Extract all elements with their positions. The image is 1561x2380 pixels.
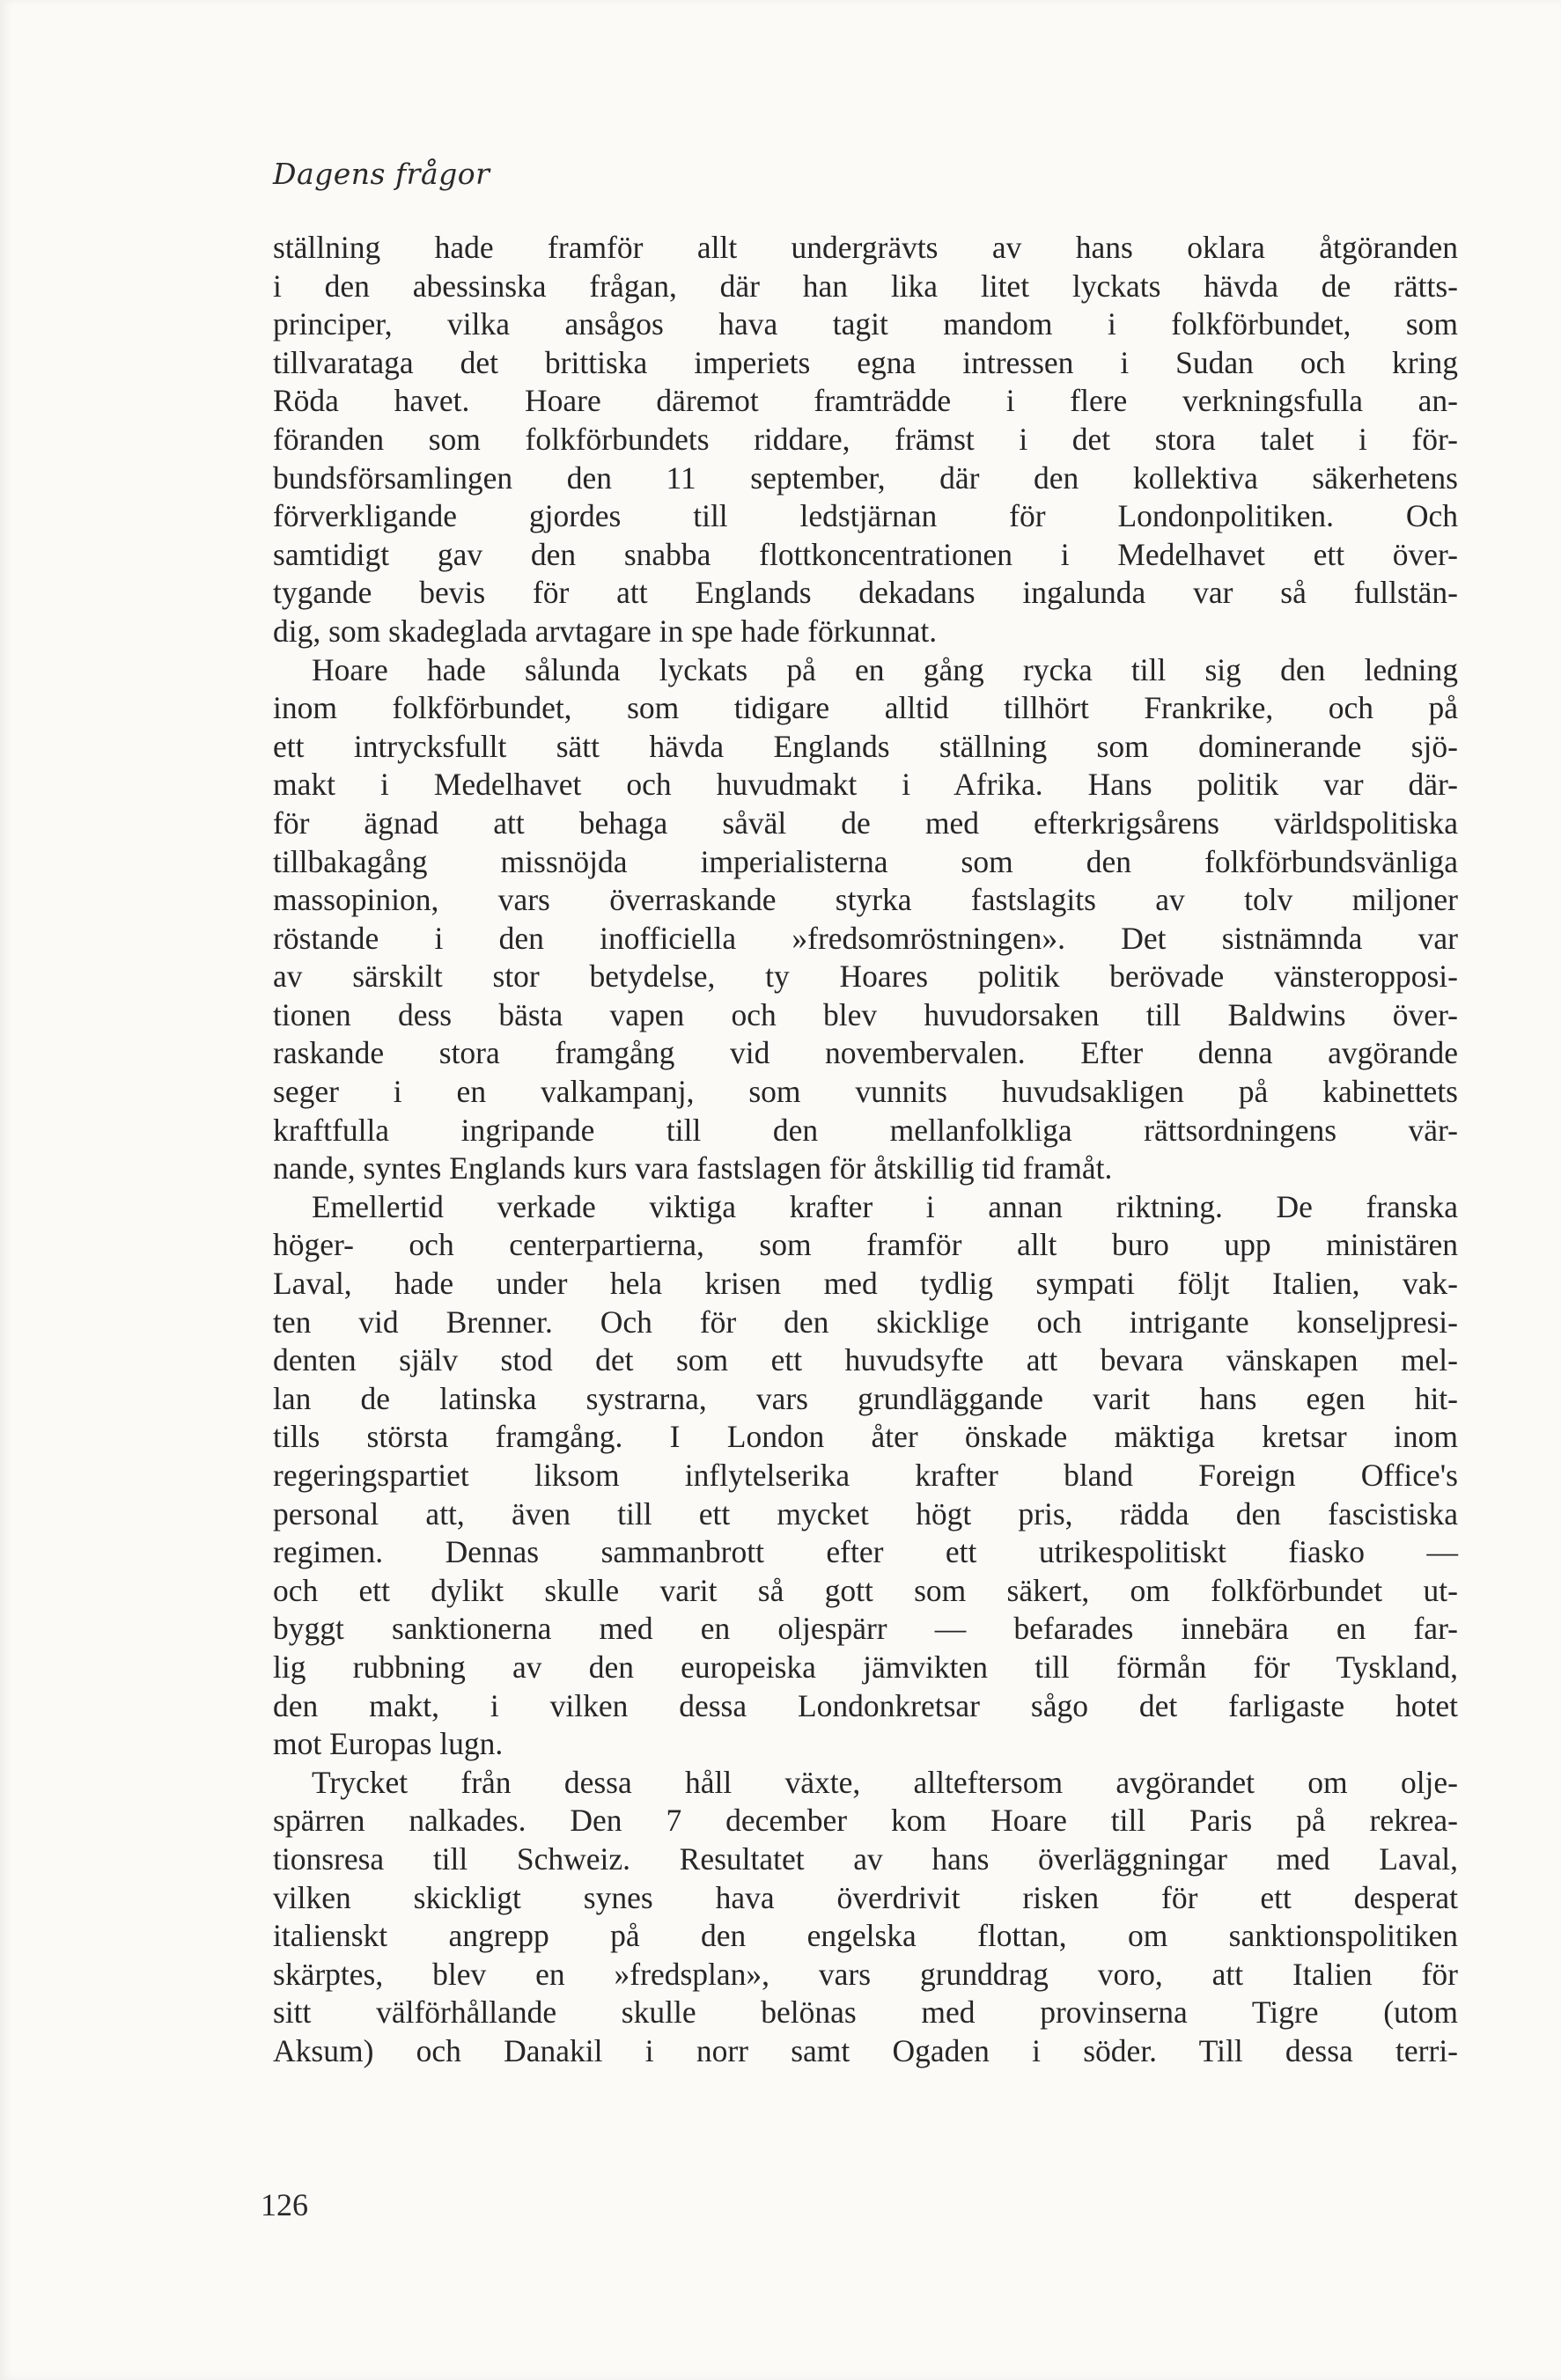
text-line: ställning hade framför allt undergrävts av hans oklara åtgöranden — [273, 230, 1458, 265]
text-line: lig rubbning av den europeiska jämvikten till förmån för Tyskland, — [273, 1649, 1458, 1685]
text-line: makt i Medelhavet och huvudmakt i Afrika. Hans politik var där- — [273, 767, 1458, 803]
text-line: och ett dylikt skulle varit så gott som säkert, om folkförbundet ut- — [273, 1572, 1458, 1608]
text-line: för ägnad att behaga såväl de med efterkrigsårens världspolitiska — [273, 804, 1458, 841]
text-line: tillbakagång missnöjda imperialisterna som den folkförbundsvänliga — [273, 843, 1458, 879]
text-line: förverkligande gjordes till ledstjärnan för Londonpolitiken. Och — [273, 498, 1458, 534]
text-line: nande, syntes Englands kurs vara fastslagen för åtskillig tid framåt. — [273, 1150, 1113, 1186]
text-line: lan de latinska systrarna, vars grundläggande varit hans egen hit- — [273, 1380, 1458, 1416]
text-line: Aksum) och Danakil i norr samt Ogaden i söder. Till dessa terri- — [273, 2032, 1458, 2068]
text-line: raskande stora framgång vid novembervalen. Efter denna avgörande — [273, 1035, 1458, 1071]
text-line: massopinion, vars överraskande styrka fastslagits av tolv miljoner — [273, 882, 1458, 918]
text-line: denten själv stod det som ett huvudsyfte att bevara vänskapen mel- — [273, 1342, 1458, 1378]
text-line: mot Europas lugn. — [273, 1726, 504, 1762]
text-line: i den abessinska frågan, där han lika litet lyckats hävda de rätts- — [273, 268, 1458, 304]
text-line: Trycket från dessa håll växte, allteftersom avgörandet om olje- — [312, 1764, 1458, 1800]
text-line: bundsförsamlingen den 11 september, där den kollektiva säkerhetens — [273, 459, 1458, 496]
text-line: seger i en valkampanj, som vunnits huvudsakligen på kabinettets — [273, 1074, 1458, 1110]
text-line: tillvarataga det brittiska imperiets egna intressen i Sudan och kring — [273, 344, 1458, 380]
text-line: kraftfulla ingripande till den mellanfolkliga rättsordningens vär- — [273, 1112, 1458, 1148]
text-line: personal att, även till ett mycket högt pris, rädda den fascistiska — [273, 1495, 1458, 1532]
text-line: byggt sanktionerna med en oljespärr — befarades innebära en far- — [273, 1611, 1458, 1647]
text-line: dig, som skadeglada arvtagare in spe hade förkunnat. — [273, 613, 938, 649]
text-line: sitt välförhållande skulle belönas med provinserna Tigre (utom — [273, 1994, 1458, 2031]
text-line: Röda havet. Hoare däremot framträdde i flere verkningsfulla an- — [273, 383, 1458, 419]
text-line: regimen. Dennas sammanbrott efter ett utrikespolitiskt fiasko — — [273, 1534, 1458, 1570]
text-line: ett intrycksfullt sätt hävda Englands ställning som dominerande sjö- — [273, 728, 1458, 764]
text-line: den makt, i vilken dessa Londonkretsar sågo det farligaste hotet — [273, 1687, 1458, 1723]
text-line: ten vid Brenner. Och för den skicklige och intrigante konseljpresi- — [273, 1304, 1458, 1340]
page-number: 126 — [261, 2187, 308, 2222]
text-line: tygande bevis för att Englands dekadans ingalunda var så fullstän- — [273, 575, 1458, 611]
text-line: inom folkförbundet, som tidigare alltid tillhört Frankrike, och på — [273, 690, 1458, 726]
text-line: principer, vilka ansågos hava tagit mandom i folkförbundet, som — [273, 306, 1458, 342]
text-line: Hoare hade sålunda lyckats på en gång rycka till sig den ledning — [312, 651, 1458, 687]
text-line: samtidigt gav den snabba flottkoncentrationen i Medelhavet ett över- — [273, 536, 1458, 572]
text-line: Laval, hade under hela krisen med tydlig sympati följt Italien, vak- — [273, 1266, 1458, 1302]
text-line: tills största framgång. I London åter önskade mäktiga kretsar inom — [273, 1419, 1458, 1455]
body-text — [273, 229, 1458, 2071]
text-line: spärren nalkades. Den 7 december kom Hoare till Paris på rekrea- — [273, 1803, 1458, 1839]
text-line: röstande i den inofficiella »fredsomröstningen». Det sistnämnda var — [273, 920, 1458, 956]
text-line: Emellertid verkade viktiga krafter i annan riktning. De franska — [312, 1188, 1458, 1224]
text-line: tionen dess bästa vapen och blev huvudorsaken till Baldwins över- — [273, 996, 1458, 1032]
text-line: skärptes, blev en »fredsplan», vars grunddrag voro, att Italien för — [273, 1956, 1458, 1992]
text-line: tionsresa till Schweiz. Resultatet av hans överläggningar med Laval, — [273, 1840, 1458, 1877]
text-line: föranden som folkförbundets riddare, främst i det stora talet i för- — [273, 421, 1458, 457]
text-line: av särskilt stor betydelse, ty Hoares politik berövade vänsteropposi- — [273, 959, 1458, 995]
text-line: italienskt angrepp på den engelska flottan, om sanktionspolitiken — [273, 1918, 1458, 1954]
running-head: Dagens frågor — [273, 157, 490, 191]
text-line: vilken skickligt synes hava överdrivit risken för ett desperat — [273, 1879, 1458, 1915]
text-line: höger- och centerpartierna, som framför allt buro upp ministären — [273, 1227, 1458, 1263]
text-line: regeringspartiet liksom inflytelserika krafter bland Foreign Office's — [273, 1458, 1458, 1493]
